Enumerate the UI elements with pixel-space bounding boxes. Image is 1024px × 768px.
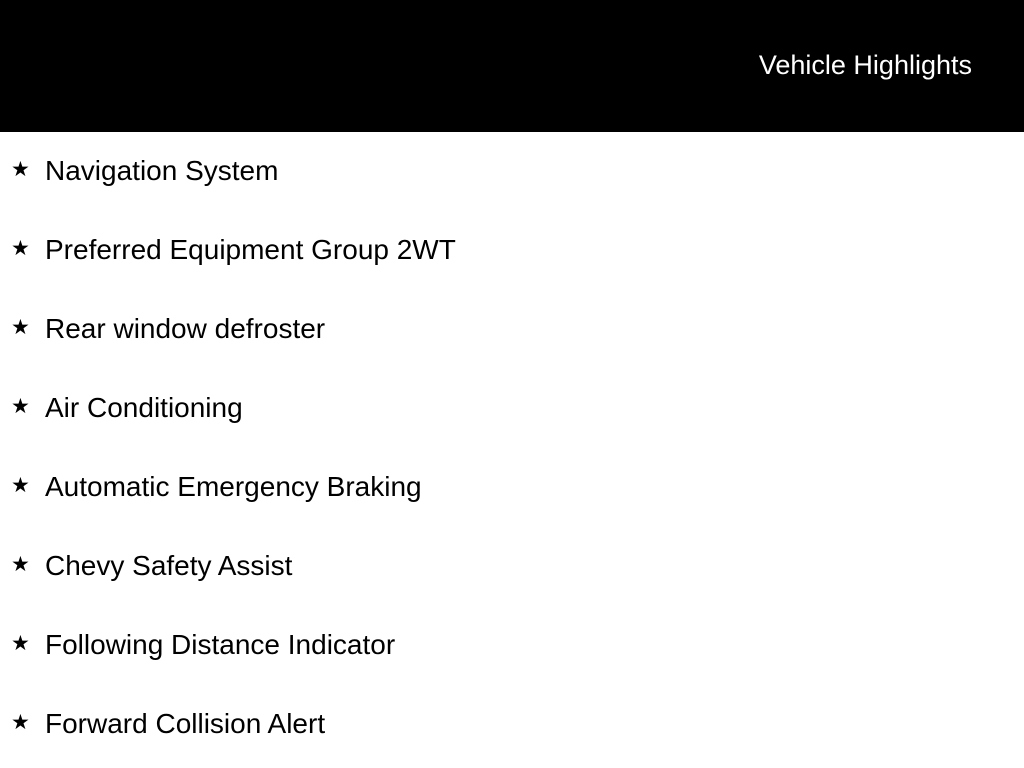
star-icon: ★ bbox=[11, 710, 30, 734]
highlight-label: Automatic Emergency Braking bbox=[45, 471, 422, 502]
star-icon: ★ bbox=[11, 552, 30, 576]
star-icon: ★ bbox=[11, 394, 30, 418]
star-icon: ★ bbox=[11, 473, 30, 497]
star-icon: ★ bbox=[11, 315, 30, 339]
list-item bbox=[0, 685, 1024, 764]
highlight-label: Forward Collision Alert bbox=[45, 708, 326, 739]
header-bar bbox=[0, 0, 1024, 132]
vehicle-highlights-list bbox=[0, 132, 1024, 764]
highlight-label: Navigation System bbox=[45, 155, 279, 186]
list-item bbox=[0, 369, 1024, 448]
list-item bbox=[0, 606, 1024, 685]
star-icon: ★ bbox=[11, 157, 30, 181]
star-icon: ★ bbox=[11, 631, 30, 655]
list-item bbox=[0, 527, 1024, 606]
highlight-label: Rear window defroster bbox=[45, 313, 326, 344]
star-icon: ★ bbox=[11, 236, 30, 260]
list-item bbox=[0, 448, 1024, 527]
highlight-label: Preferred Equipment Group 2WT bbox=[45, 234, 456, 265]
list-item bbox=[0, 132, 1024, 211]
highlight-label: Air Conditioning bbox=[45, 392, 243, 423]
list-item bbox=[0, 211, 1024, 290]
page-title: Vehicle Highlights bbox=[758, 50, 972, 80]
highlight-label: Chevy Safety Assist bbox=[45, 550, 293, 581]
list-item bbox=[0, 290, 1024, 369]
highlight-label: Following Distance Indicator bbox=[45, 629, 396, 660]
